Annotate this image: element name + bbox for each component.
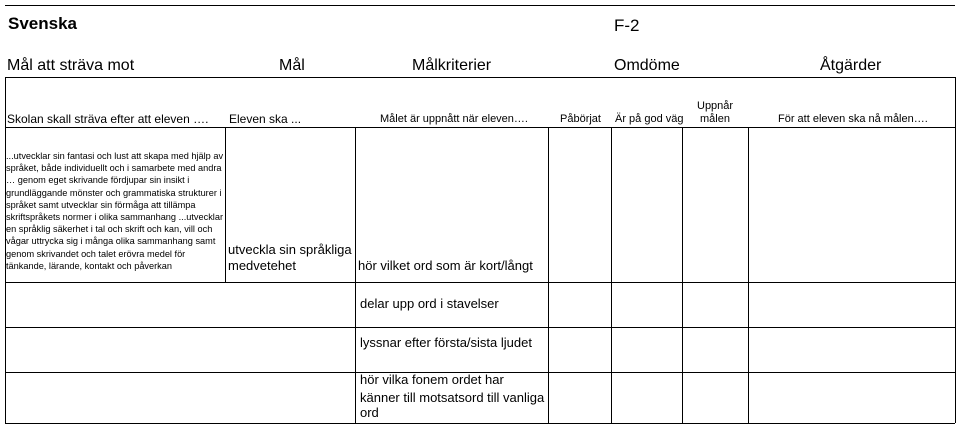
header-mal-strava: Mål att sträva mot bbox=[7, 57, 135, 74]
mal-text-line2: medvetehet bbox=[228, 258, 296, 273]
header-omdome: Omdöme bbox=[614, 57, 680, 74]
mal-text-line1: utveckla sin språkliga bbox=[228, 242, 352, 257]
header-malkriterier: Målkriterier bbox=[412, 57, 492, 74]
rule-header bbox=[5, 77, 955, 78]
strava-text: ...utvecklar sin fantasi och lust att skapa med hjälp av språket, både individuellt och i samarbete med andra … genom eget skrivande fördjupar sin insikt i grundläggande mönster och grammatiska strukturer i språket samt utvecklar sin förmåga att tillämpa skriftspråkets normer i olika sammanhang ...utvecklar en språklig säkerhet i tal och skrift och kan, vill och vågar uttrycka sig i många olika sammanhang samt genom skrivandet och talet erövra medel för tänkande, lärande, kontakt och påverkan bbox=[6, 151, 224, 271]
criterion-5: känner till motsatsord till vanliga ord bbox=[360, 390, 545, 420]
rule-bottom bbox=[5, 423, 955, 424]
subheader-paborjat: Påbörjat bbox=[560, 113, 601, 125]
rule-col-godvag bbox=[682, 127, 683, 423]
criterion-1: hör vilket ord som är kort/långt bbox=[358, 258, 533, 273]
rule-col-mal bbox=[225, 127, 226, 283]
rule-row-1 bbox=[5, 282, 955, 283]
subheader-eleven: Eleven ska ... bbox=[229, 112, 302, 126]
rule-row-2 bbox=[5, 327, 955, 328]
page-title: Svenska bbox=[8, 14, 77, 33]
header-mal: Mål bbox=[279, 57, 305, 74]
rule-col-paborjat bbox=[611, 127, 612, 423]
subheader-skolan: Skolan skall sträva efter att eleven …. bbox=[7, 112, 209, 126]
rule-subheader bbox=[5, 127, 955, 128]
form-code: F-2 bbox=[614, 16, 640, 35]
rule-col-crit-right bbox=[548, 127, 549, 423]
criterion-2: delar upp ord i stavelser bbox=[360, 296, 499, 311]
rule-col-uppnar bbox=[748, 127, 749, 423]
criterion-4: hör vilka fonem ordet har bbox=[360, 372, 504, 387]
rule-top bbox=[5, 5, 955, 6]
rule-col-crit-left bbox=[355, 127, 356, 423]
subheader-uppnar-2: målen bbox=[700, 113, 730, 125]
subheader-god-vag: Är på god väg bbox=[615, 113, 684, 125]
rule-col-right bbox=[955, 77, 956, 423]
subheader-malet: Målet är uppnått när eleven…. bbox=[380, 113, 528, 125]
subheader-for-att: För att eleven ska nå målen…. bbox=[778, 113, 928, 125]
header-atgarder: Åtgärder bbox=[820, 57, 882, 74]
subheader-uppnar-1: Uppnår bbox=[697, 100, 734, 112]
criterion-3: lyssnar efter första/sista ljudet bbox=[360, 335, 532, 350]
